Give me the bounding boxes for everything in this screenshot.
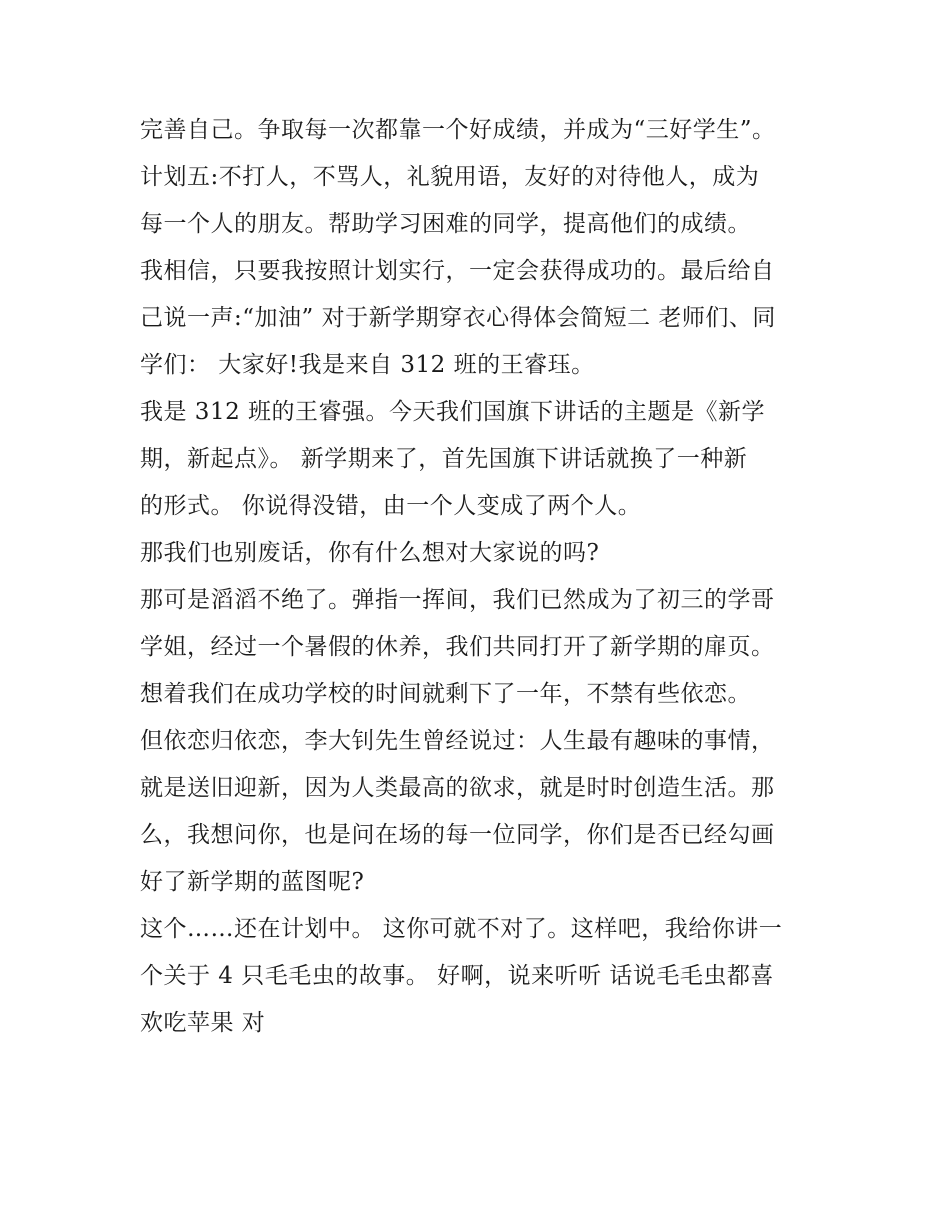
text-line: 那我们也别废话，你有什么想对大家说的吗? [140,540,600,566]
text-line: 的形式。 你说得没错，由一个人变成了两个人。 [140,493,642,519]
text-line: 计划五:不打人，不骂人，礼貌用语，友好的对待他人，成为 [140,164,760,190]
text-line: 我相信，只要我按照计划实行，一定会获得成功的。最后给自 [140,258,775,284]
text-line: 么，我想问你，也是问在场的每一位同学，你们是否已经勾画 [140,822,775,848]
text-line: 每一个人的朋友。帮助学习困难的同学，提高他们的成绩。 [140,211,751,237]
text-line: 想着我们在成功学校的时间就剩下了一年，不禁有些依恋。 [140,681,751,707]
text-line: 学姐，经过一个暑假的休养，我们共同打开了新学期的扉页。 [140,634,775,660]
document-body [140,107,820,1047]
text-line: 个关于 4 只毛毛虫的故事。 好啊，说来听听 话说毛毛虫都喜 [140,963,774,989]
text-line: 但依恋归依恋，李大钊先生曾经说过：人生最有趣味的事情， [140,728,775,754]
text-line: 学们： 大家好!我是来自 312 班的王睿珏。 [140,352,595,378]
text-line: 完善自己。争取每一次都靠一个好成绩，并成为“三好学生”。 [140,117,776,143]
text-line: 我是 312 班的王睿强。今天我们国旗下讲话的主题是《新学 [140,399,766,425]
text-line: 这个……还在计划中。 这你可就不对了。这样吧，我给你讲一 [140,916,783,942]
text-line: 己说一声:“加油” 对于新学期穿衣心得体会简短二 老师们、同 [140,305,776,331]
text-line: 欢吃苹果 对 [140,1010,266,1036]
text-line: 期，新起点》。 新学期来了，首先国旗下讲话就换了一种新 [140,446,748,472]
text-line: 就是送旧迎新，因为人类最高的欲求，就是时时创造生活。那 [140,775,775,801]
text-line: 那可是滔滔不绝了。弹指一挥间，我们已然成为了初三的学哥 [140,587,775,613]
text-line: 好了新学期的蓝图呢? [140,869,365,895]
